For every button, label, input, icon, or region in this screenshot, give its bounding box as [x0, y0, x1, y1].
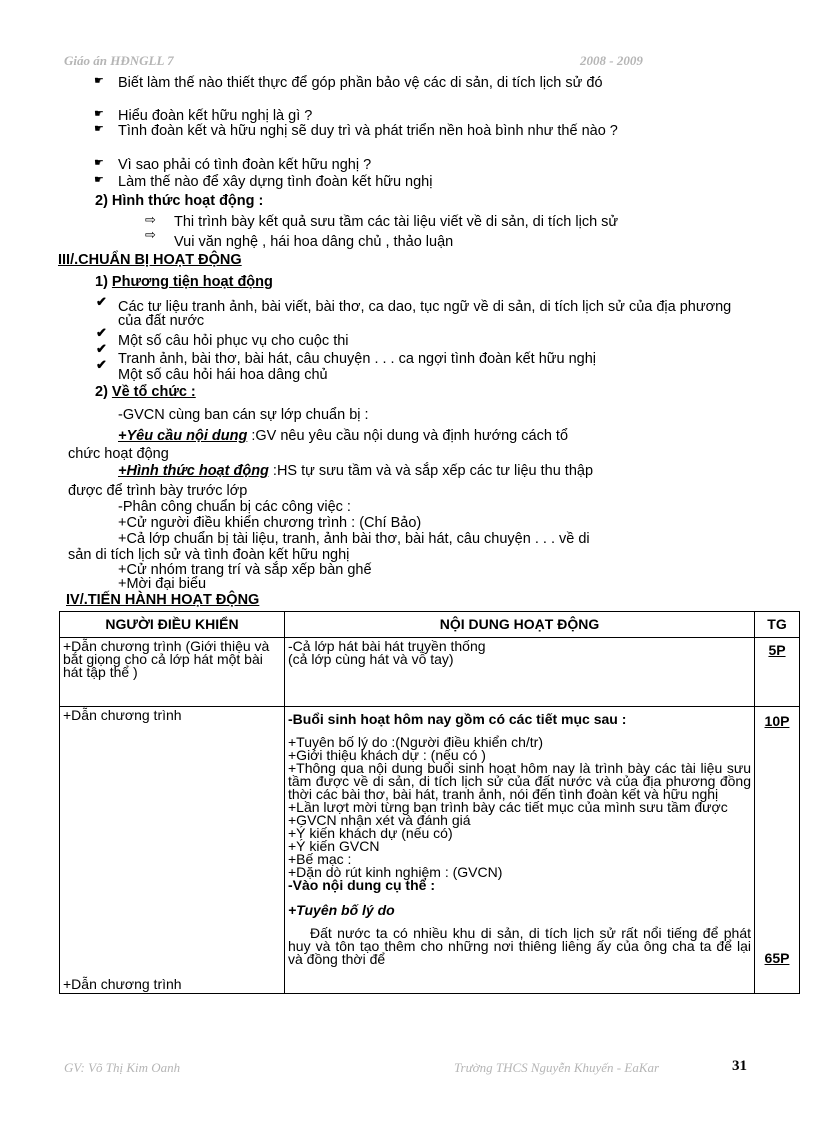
goal-item: Làm thế nào để xây dựng tình đoàn kết hữu nghị: [118, 174, 433, 190]
task-item: +Mời đại biểu: [118, 576, 207, 592]
form-title: 2) Hình thức hoạt động :: [95, 193, 264, 209]
time-value: 65P: [764, 950, 790, 966]
content-line: +Bế mạc :: [288, 851, 352, 867]
content-line: +GVCN nhận xét và đánh giá: [288, 812, 471, 828]
means-item: Một số câu hỏi phục vụ cho cuộc thi: [118, 333, 349, 349]
check-icon: ✔: [96, 294, 107, 309]
content-line: +Lần lượt mời từng bạn trình bày các tiết mục của mình sưu tầm được: [288, 799, 728, 815]
check-icon: ✔: [96, 357, 107, 372]
hand-pointer-icon: ☛: [94, 108, 104, 120]
section-3-title: III/.CHUẨN BỊ HOẠT ĐỘNG: [58, 252, 242, 268]
activity-table: [59, 611, 800, 994]
content-line: +Thông qua nội dung buổi sinh hoạt hôm nay là trình bày các tài liệu sưu tầm được về di sản, di tích lịch sử của đất nước và của địa phương đồng thời các bài thơ, bài hát, tranh ảnh, nói đến tình đoàn kết và hữu nghị: [288, 760, 751, 802]
goal-item: Hiểu đoàn kết hữu nghị là gì ?: [118, 108, 313, 124]
time-cell: [755, 707, 800, 994]
requirement-text: :GV nêu yêu cầu nội dung và định hướng cách tổ: [247, 428, 569, 444]
header-right: 2008 - 2009: [580, 53, 643, 68]
section-4-title: IV/.TIẾN HÀNH HOẠT ĐỘNG: [66, 592, 260, 608]
hand-pointer-icon: ☛: [94, 75, 104, 87]
content-title: +Tuyên bố lý do: [288, 902, 395, 918]
task-item-cont: sản di tích lịch sử và tình đoàn kết hữu nghị: [68, 547, 350, 563]
leader-cell: +Dẫn chương trình (Giới thiệu và bắt giọng cho cả lớp hát một bài hát tập thể ): [60, 638, 285, 707]
leader-line: +Dẫn chương trình: [63, 707, 182, 723]
arrow-right-icon: ⇨: [145, 212, 156, 227]
form-cont: được để trình bày trước lớp: [68, 483, 248, 499]
content-line: -Cả lớp hát bài hát truyền thống: [288, 638, 486, 654]
time-cell: 5P: [755, 638, 800, 707]
hand-pointer-icon: ☛: [94, 174, 104, 186]
means-title-text: Phương tiện hoạt động: [111, 274, 273, 290]
table-header-row: [60, 612, 800, 638]
leader-line: +Dẫn chương trình: [63, 976, 182, 992]
header-left: Giáo án HĐNGLL 7: [64, 53, 174, 68]
content-line: +Ý kiến khách dự (nếu có): [288, 825, 453, 841]
requirement-label: +Yêu cầu nội dung: [118, 428, 248, 444]
footer-right: Trường THCS Nguyễn Khuyến - EaKar: [454, 1060, 660, 1075]
org-title: 2) Về tổ chức :: [95, 384, 196, 400]
means-item: Tranh ảnh, bài thơ, bài hát, câu chuyện . . . ca ngợi tình đoàn kết hữu nghị: [118, 351, 596, 367]
goal-item: Vì sao phải có tình đoàn kết hữu nghị ?: [118, 157, 372, 173]
hand-pointer-icon: ☛: [94, 157, 104, 169]
task-item: +Cử người điều khiển chương trình : (Chí Bảo): [118, 515, 422, 531]
task-item: +Cả lớp chuẩn bị tài liệu, tranh, ảnh bài thơ, bài hát, câu chuyện . . . về di: [118, 531, 590, 547]
content-line: +Tuyên bố lý do :(Người điều khiển ch/tr): [288, 734, 543, 750]
col-header-time: TG: [755, 612, 800, 638]
content-line: (cả lớp cùng hát và vỗ tay): [288, 651, 454, 667]
form-label: +Hình thức hoạt động: [118, 463, 269, 479]
org-title-text: Về tổ chức :: [111, 384, 196, 400]
time-value: 10P: [764, 713, 790, 729]
form-item: Thi trình bày kết quả sưu tầm các tài liệu viết về di sản, di tích lịch sử: [174, 214, 619, 230]
content-line: +Giới thiệu khách dự : (nếu có ): [288, 747, 486, 763]
footer-left: GV: Võ Thị Kim Oanh: [64, 1060, 181, 1075]
table-row: [60, 707, 800, 994]
content-cell: [285, 638, 755, 707]
check-icon: ✔: [96, 341, 107, 356]
content-paragraph: Đất nước ta có nhiều khu di sản, di tích lịch sử rất nổi tiếng để phát huy và tôn tạo thêm cho những nơi thiêng liêng ấy của ông cha ta để lại và đồng thời để: [288, 925, 751, 967]
means-item: Các tư liệu tranh ảnh, bài viết, bài thơ, ca dao, tục ngữ về di sản, di tích lịch sử của địa phương của đất nước: [118, 299, 732, 329]
requirement-line: [118, 429, 568, 444]
means-item: Một số câu hỏi hái hoa dâng chủ: [118, 367, 328, 383]
check-icon: ✔: [96, 325, 107, 340]
content-line: +Dặn dò rút kinh nghiệm : (GVCN): [288, 864, 503, 880]
content-line: -Vào nội dung cụ thể :: [288, 877, 435, 893]
goal-item: Biết làm thế nào thiết thực để góp phần bảo vệ các di sản, di tích lịch sử đó: [118, 75, 603, 91]
org-line1: -GVCN cùng ban cán sự lớp chuẩn bị :: [118, 407, 369, 423]
content-line: +Ý kiến GVCN: [288, 838, 380, 854]
leader-cell: [60, 707, 285, 994]
means-title: 1) Phương tiện hoạt động: [95, 274, 273, 290]
arrow-right-icon: ⇨: [145, 227, 156, 242]
hand-pointer-icon: ☛: [94, 123, 104, 135]
task-item: +Cử nhóm trang trí và sắp xếp bàn ghế: [118, 562, 372, 578]
form-line: [118, 464, 593, 479]
content-cell: [285, 707, 755, 994]
tasks-title: -Phân công chuẩn bị các công việc :: [118, 499, 351, 515]
table-row: [60, 638, 800, 707]
col-header-content: NỘI DUNG HOẠT ĐỘNG: [285, 612, 755, 638]
goal-item: Tình đoàn kết và hữu nghị sẽ duy trì và phát triển nền hoà bình như thế nào ?: [118, 123, 618, 139]
form-item: Vui văn nghệ , hái hoa dâng chủ , thảo luận: [174, 234, 454, 250]
content-title: -Buổi sinh hoạt hôm nay gồm có các tiết mục sau :: [288, 711, 627, 727]
form-text: :HS tự sưu tầm và và sắp xếp các tư liệu thu thập: [268, 463, 594, 479]
page-number: 31: [732, 1058, 747, 1074]
requirement-cont: chức hoạt động: [68, 446, 169, 462]
col-header-leader: NGƯỜI ĐIỀU KHIỂN: [60, 612, 285, 638]
